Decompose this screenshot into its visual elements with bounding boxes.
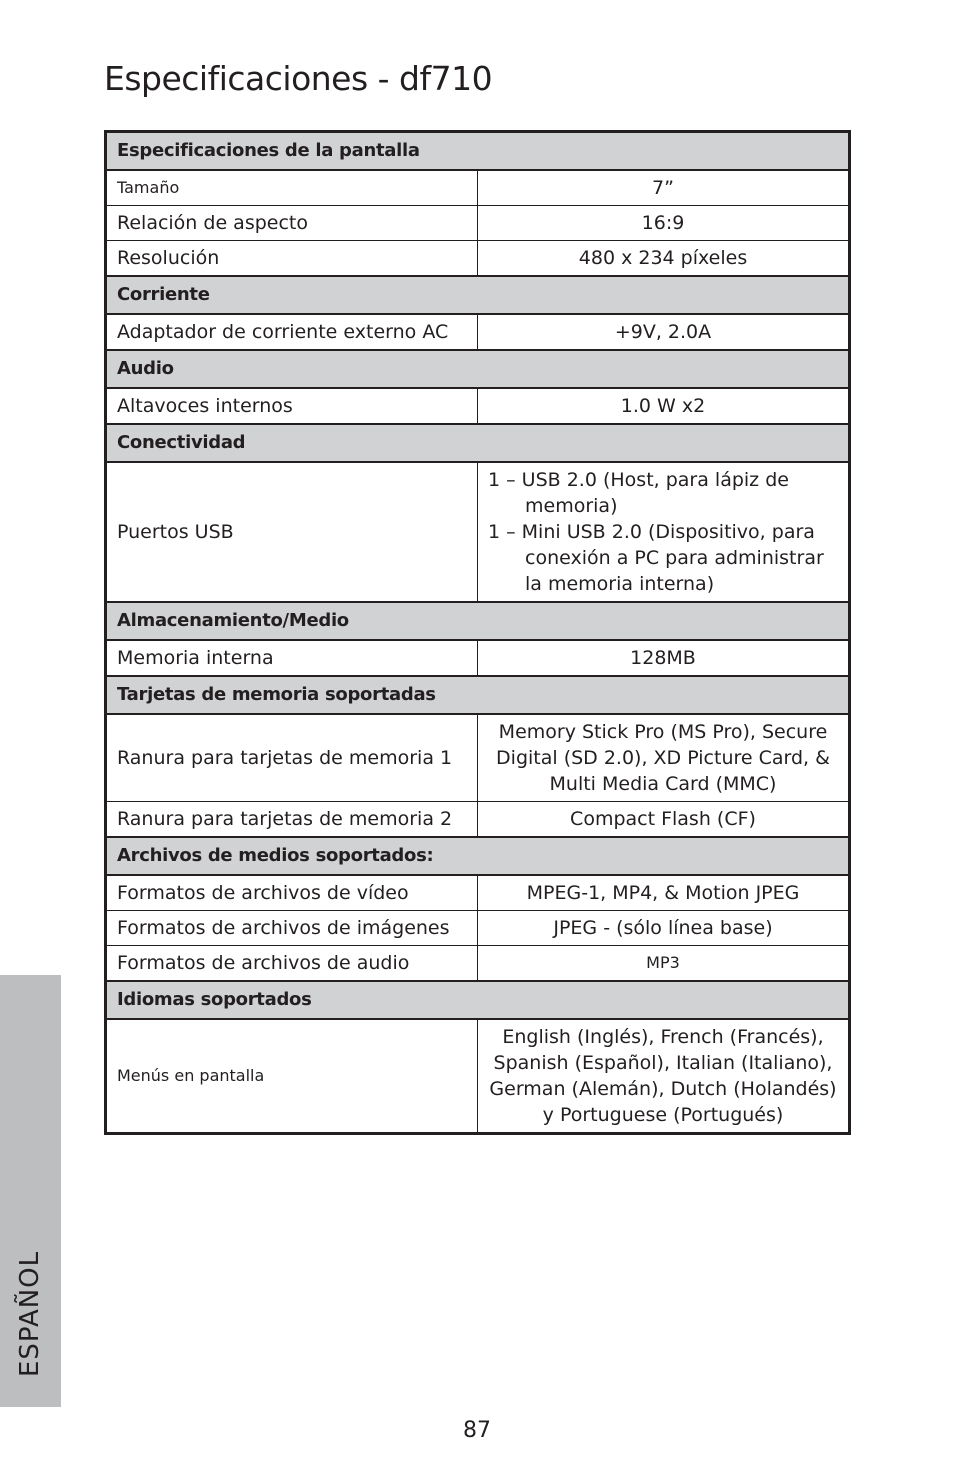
spec-label: Altavoces internos — [106, 388, 478, 424]
spec-row-aspect-ratio — [106, 206, 850, 241]
section-header-row — [106, 981, 850, 1019]
spec-label: Formatos de archivos de vídeo — [106, 875, 478, 911]
spec-table-body — [106, 132, 850, 1134]
list-item: 1 – USB 2.0 (Host, para lápiz de memoria) — [488, 469, 789, 517]
spec-label: Puertos USB — [106, 462, 478, 602]
language-side-tab — [0, 975, 61, 1407]
spec-label: Formatos de archivos de audio — [106, 946, 478, 982]
spec-value: Memory Stick Pro (MS Pro), Secure Digital (SD 2.0), XD Picture Card, & Multi Media Card (MMC) — [478, 714, 850, 802]
section-heading: Audio — [106, 350, 850, 388]
spec-value: 7” — [478, 170, 850, 206]
section-header-row — [106, 676, 850, 714]
section-heading: Tarjetas de memoria soportadas — [106, 676, 850, 714]
spec-row-audio-formats — [106, 946, 850, 982]
spec-value: Compact Flash (CF) — [478, 802, 850, 838]
section-heading: Corriente — [106, 276, 850, 314]
spec-value: English (Inglés), French (Francés), Spanish (Español), Italian (Italiano), German (Alemán), Dutch (Holandés) y Portuguese (Portugués) — [478, 1019, 850, 1134]
section-header-row — [106, 424, 850, 462]
spec-row-card-slot-2 — [106, 802, 850, 838]
spec-label: Ranura para tarjetas de memoria 2 — [106, 802, 478, 838]
spec-value — [478, 462, 850, 602]
spec-value: +9V, 2.0A — [478, 314, 850, 350]
spec-value: MPEG-1, MP4, & Motion JPEG — [478, 875, 850, 911]
section-header-row — [106, 350, 850, 388]
spec-row-ac-adapter — [106, 314, 850, 350]
section-heading: Especificaciones de la pantalla — [106, 132, 850, 171]
usb-port-list — [488, 467, 838, 597]
page-number: 87 — [463, 1418, 491, 1443]
spec-value: 128MB — [478, 640, 850, 676]
section-heading: Conectividad — [106, 424, 850, 462]
spec-row-video-formats — [106, 875, 850, 911]
spec-row-internal-memory — [106, 640, 850, 676]
list-item: 1 – Mini USB 2.0 (Dispositivo, para conexión a PC para administrar la memoria interna) — [488, 521, 824, 595]
spec-label: Formatos de archivos de imágenes — [106, 911, 478, 946]
language-tab-label: ESPAÑOL — [15, 1250, 45, 1377]
spec-row-resolution — [106, 241, 850, 277]
spec-row-usb-ports — [106, 462, 850, 602]
spec-row-speakers — [106, 388, 850, 424]
spec-label: Tamaño — [106, 170, 478, 206]
spec-row-image-formats — [106, 911, 850, 946]
spec-label: Menús en pantalla — [106, 1019, 478, 1134]
section-header-row — [106, 276, 850, 314]
spec-row-size — [106, 170, 850, 206]
spec-value: JPEG - (sólo línea base) — [478, 911, 850, 946]
spec-value: 480 x 234 píxeles — [478, 241, 850, 277]
spec-value: 1.0 W x2 — [478, 388, 850, 424]
spec-label: Relación de aspecto — [106, 206, 478, 241]
spec-label: Resolución — [106, 241, 478, 277]
section-header-row — [106, 132, 850, 171]
spec-label: Ranura para tarjetas de memoria 1 — [106, 714, 478, 802]
section-heading: Archivos de medios soportados: — [106, 837, 850, 875]
section-header-row — [106, 602, 850, 640]
section-heading: Almacenamiento/Medio — [106, 602, 850, 640]
spec-table — [104, 130, 851, 1135]
section-heading: Idiomas soportados — [106, 981, 850, 1019]
spec-label: Adaptador de corriente externo AC — [106, 314, 478, 350]
spec-row-onscreen-menus — [106, 1019, 850, 1134]
spec-label: Memoria interna — [106, 640, 478, 676]
spec-value: 16:9 — [478, 206, 850, 241]
spec-value: MP3 — [478, 946, 850, 982]
section-header-row — [106, 837, 850, 875]
spec-row-card-slot-1 — [106, 714, 850, 802]
page-title: Especificaciones - df710 — [104, 59, 493, 98]
